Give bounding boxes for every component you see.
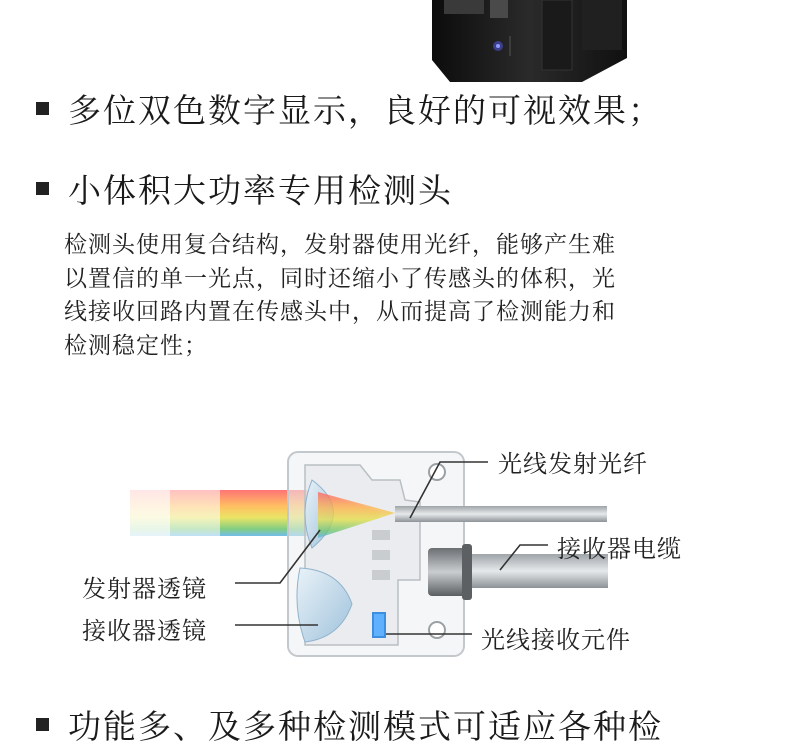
product-device-image: [432, 0, 627, 82]
bullet-square-icon: [36, 182, 49, 195]
sensor-head-diagram: [0, 420, 790, 670]
feature-bullet-detector-head: [36, 168, 716, 208]
emitter-fiber-cable: [395, 506, 607, 522]
device-illustration: [432, 0, 627, 82]
feature-bullet-modes: [36, 704, 716, 744]
label-emitter-lens: 发射器透镜: [82, 575, 207, 603]
paragraph-line: 检测头使用复合结构，发射器使用光纤，能够产生难: [64, 232, 616, 258]
feature-text: 多位双色数字显示，良好的可视效果；: [68, 90, 663, 130]
paragraph-line: 线接收回路内置在传感头中，从而提高了检测能力和: [64, 299, 616, 325]
feature-text: 小体积大功率专用检测头: [68, 170, 453, 210]
description-paragraph: [64, 229, 764, 363]
label-receiver-element: 光线接收元件: [481, 626, 631, 654]
label-receiver-cable: 接收器电缆: [557, 535, 682, 563]
paragraph-line: 检测稳定性；: [64, 332, 208, 359]
feature-text: 功能多、及多种检测模式可适应各种检: [68, 706, 663, 746]
bullet-square-icon: [36, 718, 49, 731]
label-emitter-fiber: 光线发射光纤: [498, 450, 648, 478]
feature-bullet-display: [36, 88, 716, 128]
paragraph-line: 以置信的单一光点，同时还缩小了传感头的体积，光: [64, 265, 616, 292]
bullet-square-icon: [36, 102, 49, 115]
label-receiver-lens: 接收器透镜: [82, 617, 207, 645]
